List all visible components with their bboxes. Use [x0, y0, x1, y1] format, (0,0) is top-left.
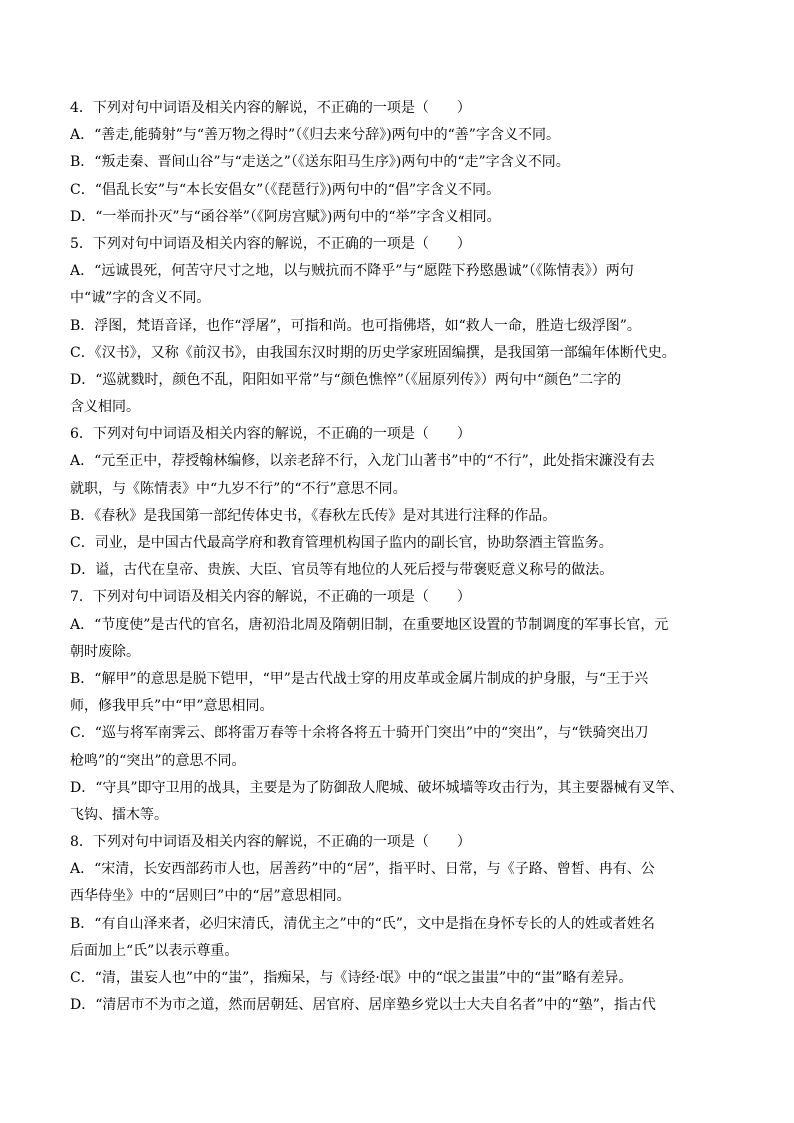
question-8-option-b-cont: 后面加上“氏”以表示尊重。	[70, 942, 239, 959]
question-6-option-d: D．谥，古代在皇帝、贵族、大臣、官员等有地位的人死后授与带褒贬意义称号的做法。	[70, 562, 614, 579]
question-5-option-d: D．“巡就戮时，颜色不乱，阳阳如平常”与“颜色憔悴”（《屈原列传》）两句中“颜色”二字的	[70, 371, 622, 388]
question-5-option-a: A．“远诚畏死，何苦守尺寸之地，以与贼抗而不降乎”与“愿陛下矜愍愚诚”（《陈情表》）两句	[70, 263, 634, 280]
question-7-stem: 7．下列对句中词语及相关内容的解说，不正确的一项是（ ）	[70, 589, 471, 606]
question-7-option-a-cont: 朝时废除。	[70, 643, 140, 660]
question-6-option-a-cont: 就职，与《陈情表》中“九岁不行”的“不行”意思不同。	[70, 480, 407, 497]
question-8-option-d: D．“清居市不为市之道，然而居朝廷、居官府、居庠塾乡党以士大夫自名者”中的“塾”，指古代	[70, 997, 656, 1014]
question-7-option-c: C．“巡与将军南霁云、郎将雷万春等十余将各将五十骑开门突出”中的“突出”，与“铁骑突出刀	[70, 725, 649, 742]
question-6-option-c: C．司业，是中国古代最高学府和教育管理机构国子监内的副长官，协助祭酒主管监务。	[70, 535, 613, 551]
question-8-option-a: A．“宋清，长安西部药市人也，居善药”中的“居”，指平时、日常，与《子路、曾皙、冉有、公	[70, 861, 655, 878]
question-7-option-d: D．“守具”即守卫用的战具，主要是为了防御敌人爬城、破坏城墙等攻击行为，其主要器械有叉竿、	[70, 779, 684, 796]
question-5-option-b: B．浮图，梵语音译，也作“浮屠”，可指和尚。也可指佛塔，如“救人一命，胜造七级浮图”。	[70, 317, 641, 334]
question-4-stem: 4．下列对句中词语及相关内容的解说，不正确的一项是（ ）	[70, 100, 471, 116]
question-7-option-b-cont: 师，修我甲兵”中“甲”意思相同。	[70, 698, 274, 715]
question-4-option-c: C．“倡乱长安”与“本长安倡女”（《琵琶行》)两句中的“倡”字含义不同。	[70, 181, 501, 198]
question-6-option-a: A．“元至正中，荐授翰林编修，以亲老辞不行，入龙门山著书”中的“不行”，此处指宋濂没有去	[70, 453, 655, 470]
question-6-stem: 6．下列对句中词语及相关内容的解说，不正确的一项是（ ）	[70, 426, 471, 443]
question-8-option-b: B．“有自山泽来者，必归宋清氏，清优主之”中的“氏”，文中是指在身怀专长的人的姓或者姓名	[70, 915, 655, 932]
question-4-option-a: A．“善走,能骑射”与“善万物之得时”（《归去来兮辞》)两句中的“善”字含义不同。	[70, 127, 560, 144]
question-6-option-b: B．《春秋》是我国第一部纪传体史书，《春秋左氏传》是对其进行注释的作品。	[70, 507, 557, 524]
question-8-option-a-cont: 西华侍坐》中的“居则曰”中的“居”意思相同。	[70, 888, 351, 905]
question-5-option-d-cont: 含义相同。	[70, 399, 140, 416]
question-5-option-c: C．《汉书》，又称《前汉书》，由我国东汉时期的历史学家班固编撰，是我国第一部编年体断代史。	[70, 344, 676, 361]
question-4-option-b: B．“叛走秦、晋间山谷”与“走送之”（《送东阳马生序》)两句中的“走”字含义不同。	[70, 154, 570, 171]
question-5-stem: 5．下列对句中词语及相关内容的解说，不正确的一项是（ ）	[70, 235, 471, 252]
question-7-option-b: B．“解甲”的意思是脱下铠甲，“甲”是古代战士穿的用皮革或金属片制成的护身服，与“王于兴	[70, 670, 649, 687]
question-7-option-c-cont: 枪鸣”的“突出”的意思不同。	[70, 752, 246, 769]
question-8-option-c: C．“清，蚩妄人也”中的“蚩”，指痴呆，与《诗经·氓》中的“氓之蚩蚩”中的“蚩”略有差异。	[70, 970, 633, 986]
question-7-option-d-cont: 飞钩、擂木等。	[70, 806, 168, 823]
question-list	[70, 95, 730, 1019]
question-5-option-a-cont: 中“诚”字的含义不同。	[70, 290, 211, 307]
question-4-option-d: D．“一举而扑灭”与“函谷举”（《阿房宫赋》)两句中的“举”字含义相同。	[70, 208, 501, 225]
question-8-stem: 8．下列对句中词语及相关内容的解说，不正确的一项是（ ）	[70, 834, 471, 851]
question-7-option-a: A．“节度使”是古代的官名，唐初沿北周及隋朝旧制，在重要地区设置的节制调度的军事长官，元	[70, 616, 669, 633]
